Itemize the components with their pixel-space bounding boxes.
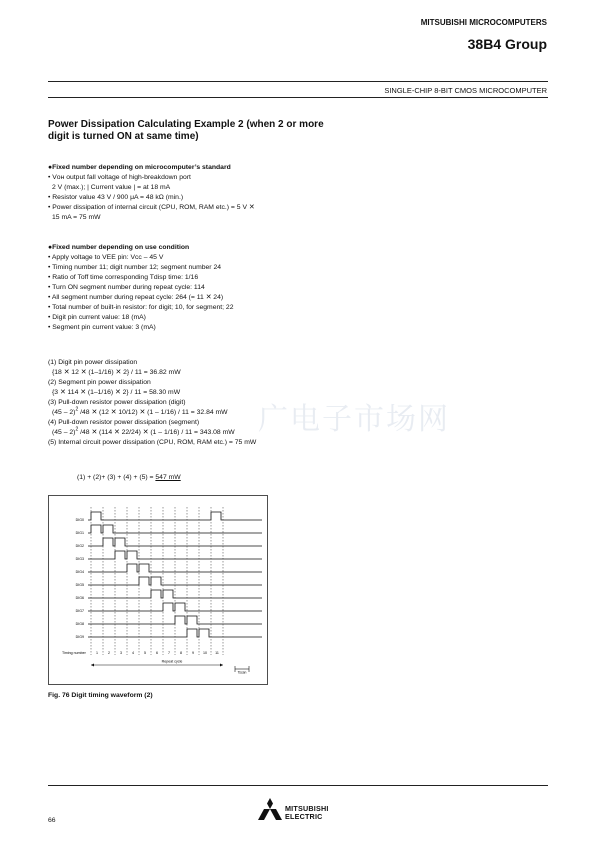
use-condition-line: • Turn ON segment number during repeat cycle: 114 — [48, 284, 205, 291]
footer-rule — [48, 785, 548, 786]
logo-line-1: MITSUBISHI — [285, 804, 329, 813]
calc-line: (5) Internal circuit power dissipation (CPU, ROM, RAM etc.) = 75 mW — [48, 439, 257, 446]
logo-line-2: ELECTRIC — [285, 812, 323, 821]
timing-number: 5 — [144, 651, 146, 655]
footer-logo-text — [285, 805, 329, 821]
standard-line: • Resistor value 43 V / 900 μA = 48 kΩ (min.) — [48, 194, 184, 201]
use-condition-section — [48, 243, 348, 333]
timing-number: 6 — [156, 651, 158, 655]
timing-grid — [91, 507, 249, 672]
digit-label: DIG2 — [75, 544, 84, 548]
calc-part: (45 – 2) — [52, 429, 76, 436]
use-condition-line: • Total number of built-in resistor: for digit; 10, for segment; 22 — [48, 304, 234, 311]
timing-number: 2 — [108, 651, 110, 655]
calculation-section — [48, 358, 348, 448]
timing-number-label: Timing number — [62, 651, 86, 655]
calc-line: {18 ✕ 12 ✕ (1–1/16) ✕ 2} / 11 = 36.82 mW — [52, 369, 181, 376]
watermark-text: 广电子市场网 — [258, 402, 450, 437]
tscan-label: Tscan — [237, 670, 247, 675]
use-condition-line: • Segment pin current value: 3 (mA) — [48, 324, 156, 331]
sum-result: 547 mW — [155, 474, 181, 481]
digit-label: DIG8 — [75, 622, 84, 626]
mitsubishi-logo-icon — [258, 798, 282, 820]
timing-number: 7 — [168, 651, 170, 655]
standard-line: • Vᴏʜ output fall voltage of high-breakdown port — [48, 174, 191, 181]
digit-waveform — [88, 577, 262, 585]
section-title: Power Dissipation Calculating Example 2 (when 2 or more digit is turned ON at same time) — [48, 119, 324, 142]
calc-line: {3 ✕ 114 ✕ (1–1/16) ✕ 2} / 11 = 58.30 mW — [52, 389, 181, 396]
figure-caption: Fig. 76 Digit timing waveform (2) — [48, 692, 153, 699]
calc-line: (1) Digit pin power dissipation — [48, 359, 138, 366]
timing-number: 1 — [96, 651, 98, 655]
calc-part: (45 – 2) — [52, 409, 76, 416]
repeat-cycle-label: Repeat cycle — [161, 659, 183, 664]
use-condition-line: • All segment number during repeat cycle: 264 (= 11 ✕ 24) — [48, 294, 224, 301]
digit-label: DIG4 — [75, 570, 84, 574]
digit-waveform — [88, 538, 262, 546]
use-condition-line: • Digit pin current value: 18 (mA) — [48, 314, 146, 321]
calc-line — [48, 428, 348, 438]
calc-line: (2) Segment pin power dissipation — [48, 379, 151, 386]
digit-label: DIG1 — [75, 531, 84, 535]
calc-line — [48, 408, 348, 418]
standard-line: 2 V (max.); | Current value | = at 18 mA — [52, 184, 171, 191]
calc-line: (3) Pull-down resistor power dissipation (digit) — [48, 399, 186, 406]
digit-label: DIG3 — [75, 557, 84, 561]
timing-number: 11 — [215, 651, 219, 655]
digit-timing-waveform — [48, 495, 268, 685]
digit-labels — [76, 518, 84, 639]
use-condition-heading: ●Fixed number depending on use condition — [48, 244, 190, 251]
header-group: 38B4 Group — [467, 36, 547, 52]
header-rule-top — [48, 81, 548, 82]
timing-number: 10 — [203, 651, 207, 655]
calc-superscript: 2 — [75, 406, 79, 413]
header-subtitle: SINGLE-CHIP 8-BIT CMOS MICROCOMPUTER — [384, 86, 547, 95]
timing-number: 9 — [192, 651, 194, 655]
timing-number: 8 — [180, 651, 182, 655]
standard-heading: ●Fixed number depending on microcomputer’s standard — [48, 164, 231, 171]
use-condition-line: • Ratio of Toff time corresponding Tdisp time: 1/16 — [48, 274, 199, 281]
standard-line: • Power dissipation of internal circuit (CPU, ROM, RAM etc.) = 5 V ✕ — [48, 204, 255, 211]
sum-expression: (1) + (2)+ (3) + (4) + (5) = — [77, 474, 156, 481]
header-rule-bottom — [48, 97, 548, 98]
digit-label: DIG7 — [75, 609, 84, 613]
page-number: 66 — [48, 817, 56, 824]
use-condition-line: • Timing number 11; digit number 12; segment number 24 — [48, 264, 222, 271]
timing-number: 4 — [132, 651, 134, 655]
calc-part: /48 ✕ (12 ✕ 10/12) ✕ (1 – 1/16) / 11 = 32.84 mW — [78, 409, 228, 416]
digit-label: DIG0 — [75, 518, 84, 522]
digit-waveform — [88, 616, 262, 624]
sum-line — [77, 474, 181, 481]
calc-part: /48 ✕ (114 ✕ 22/24) ✕ (1 – 1/16) / 11 = 343.08 mW — [78, 429, 235, 436]
calc-line: (4) Pull-down resistor power dissipation (segment) — [48, 419, 200, 426]
header-brand: MITSUBISHI MICROCOMPUTERS — [420, 18, 547, 27]
digit-label: DIG6 — [75, 596, 84, 600]
arrow-head — [91, 664, 94, 667]
digit-label: DIG9 — [75, 635, 84, 639]
timing-number: 3 — [120, 651, 122, 655]
calc-superscript: 2 — [75, 426, 79, 433]
standard-section — [48, 163, 348, 223]
arrow-head — [220, 664, 223, 667]
use-condition-line: • Apply voltage to VEE pin: Vcc – 45 V — [48, 254, 164, 261]
standard-line: 15 mA = 75 mW — [52, 214, 101, 221]
digit-label: DIG5 — [75, 583, 84, 587]
